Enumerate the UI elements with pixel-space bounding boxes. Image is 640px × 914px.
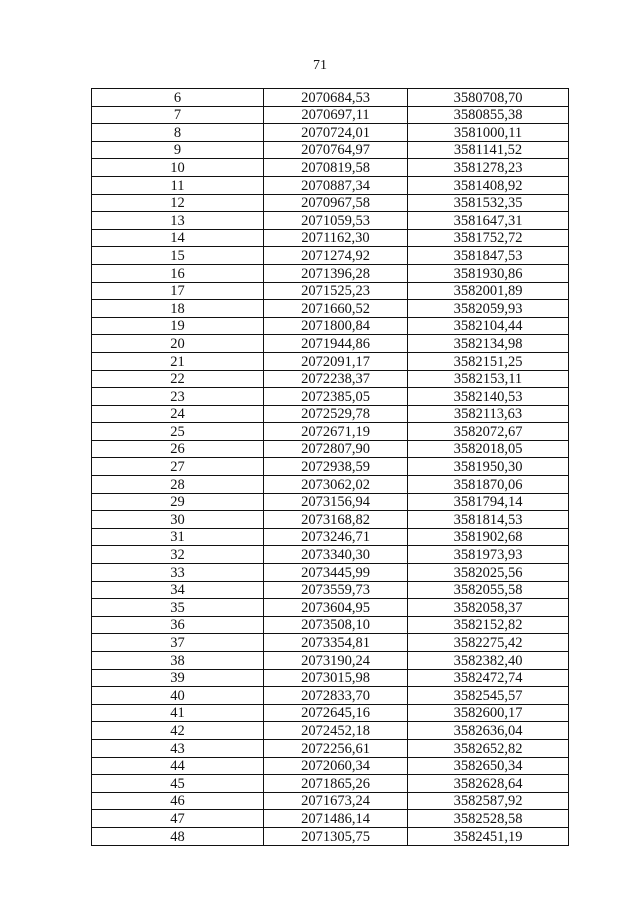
y-coordinate-cell: 3582382,40 bbox=[408, 652, 569, 670]
table-row bbox=[92, 704, 569, 722]
table-row bbox=[92, 599, 569, 617]
x-coordinate-cell: 2073604,95 bbox=[264, 599, 408, 617]
x-coordinate-cell: 2072938,59 bbox=[264, 458, 408, 476]
point-number-cell: 15 bbox=[92, 247, 264, 265]
x-coordinate-cell: 2072238,37 bbox=[264, 370, 408, 388]
point-number-cell: 39 bbox=[92, 669, 264, 687]
table-row bbox=[92, 106, 569, 124]
point-number-cell: 13 bbox=[92, 212, 264, 230]
x-coordinate-cell: 2070697,11 bbox=[264, 106, 408, 124]
point-number-cell: 46 bbox=[92, 792, 264, 810]
x-coordinate-cell: 2073156,94 bbox=[264, 493, 408, 511]
x-coordinate-cell: 2070684,53 bbox=[264, 89, 408, 107]
y-coordinate-cell: 3581000,11 bbox=[408, 124, 569, 142]
table-row bbox=[92, 792, 569, 810]
table-row bbox=[92, 141, 569, 159]
table-row bbox=[92, 775, 569, 793]
x-coordinate-cell: 2071800,84 bbox=[264, 317, 408, 335]
y-coordinate-cell: 3582652,82 bbox=[408, 739, 569, 757]
point-number-cell: 48 bbox=[92, 827, 264, 845]
x-coordinate-cell: 2071274,92 bbox=[264, 247, 408, 265]
y-coordinate-cell: 3582072,67 bbox=[408, 423, 569, 441]
table-row bbox=[92, 264, 569, 282]
point-number-cell: 47 bbox=[92, 810, 264, 828]
table-row bbox=[92, 476, 569, 494]
point-number-cell: 10 bbox=[92, 159, 264, 177]
y-coordinate-cell: 3582140,53 bbox=[408, 388, 569, 406]
x-coordinate-cell: 2071396,28 bbox=[264, 264, 408, 282]
y-coordinate-cell: 3581141,52 bbox=[408, 141, 569, 159]
table-row bbox=[92, 89, 569, 107]
x-coordinate-cell: 2073015,98 bbox=[264, 669, 408, 687]
y-coordinate-cell: 3582055,58 bbox=[408, 581, 569, 599]
point-number-cell: 33 bbox=[92, 564, 264, 582]
point-number-cell: 18 bbox=[92, 300, 264, 318]
point-number-cell: 36 bbox=[92, 616, 264, 634]
y-coordinate-cell: 3582472,74 bbox=[408, 669, 569, 687]
x-coordinate-cell: 2071305,75 bbox=[264, 827, 408, 845]
y-coordinate-cell: 3581408,92 bbox=[408, 176, 569, 194]
point-number-cell: 17 bbox=[92, 282, 264, 300]
table-row bbox=[92, 229, 569, 247]
table-row bbox=[92, 405, 569, 423]
table-row bbox=[92, 616, 569, 634]
y-coordinate-cell: 3582018,05 bbox=[408, 440, 569, 458]
table-row bbox=[92, 370, 569, 388]
point-number-cell: 35 bbox=[92, 599, 264, 617]
point-number-cell: 25 bbox=[92, 423, 264, 441]
x-coordinate-cell: 2070764,97 bbox=[264, 141, 408, 159]
table-row bbox=[92, 176, 569, 194]
point-number-cell: 14 bbox=[92, 229, 264, 247]
x-coordinate-cell: 2071673,24 bbox=[264, 792, 408, 810]
x-coordinate-cell: 2070887,34 bbox=[264, 176, 408, 194]
y-coordinate-cell: 3582153,11 bbox=[408, 370, 569, 388]
point-number-cell: 24 bbox=[92, 405, 264, 423]
y-coordinate-cell: 3582636,04 bbox=[408, 722, 569, 740]
point-number-cell: 16 bbox=[92, 264, 264, 282]
table-row bbox=[92, 212, 569, 230]
x-coordinate-cell: 2070819,58 bbox=[264, 159, 408, 177]
x-coordinate-cell: 2072645,16 bbox=[264, 704, 408, 722]
x-coordinate-cell: 2073354,81 bbox=[264, 634, 408, 652]
y-coordinate-cell: 3582151,25 bbox=[408, 352, 569, 370]
table-row bbox=[92, 634, 569, 652]
table-row bbox=[92, 564, 569, 582]
table-row bbox=[92, 810, 569, 828]
coordinates-table-body bbox=[92, 89, 569, 846]
y-coordinate-cell: 3582025,56 bbox=[408, 564, 569, 582]
y-coordinate-cell: 3582152,82 bbox=[408, 616, 569, 634]
y-coordinate-cell: 3582275,42 bbox=[408, 634, 569, 652]
table-row bbox=[92, 528, 569, 546]
page-number: 71 bbox=[313, 58, 327, 73]
y-coordinate-cell: 3581847,53 bbox=[408, 247, 569, 265]
point-number-cell: 6 bbox=[92, 89, 264, 107]
table-row bbox=[92, 722, 569, 740]
table-row bbox=[92, 669, 569, 687]
x-coordinate-cell: 2071660,52 bbox=[264, 300, 408, 318]
point-number-cell: 45 bbox=[92, 775, 264, 793]
point-number-cell: 20 bbox=[92, 335, 264, 353]
y-coordinate-cell: 3582059,93 bbox=[408, 300, 569, 318]
y-coordinate-cell: 3581870,06 bbox=[408, 476, 569, 494]
x-coordinate-cell: 2070724,01 bbox=[264, 124, 408, 142]
point-number-cell: 37 bbox=[92, 634, 264, 652]
table-row bbox=[92, 388, 569, 406]
x-coordinate-cell: 2071865,26 bbox=[264, 775, 408, 793]
x-coordinate-cell: 2073062,02 bbox=[264, 476, 408, 494]
x-coordinate-cell: 2072256,61 bbox=[264, 739, 408, 757]
y-coordinate-cell: 3582600,17 bbox=[408, 704, 569, 722]
table-row bbox=[92, 194, 569, 212]
table-row bbox=[92, 581, 569, 599]
y-coordinate-cell: 3582587,92 bbox=[408, 792, 569, 810]
y-coordinate-cell: 3582528,58 bbox=[408, 810, 569, 828]
x-coordinate-cell: 2072671,19 bbox=[264, 423, 408, 441]
point-number-cell: 32 bbox=[92, 546, 264, 564]
point-number-cell: 8 bbox=[92, 124, 264, 142]
table-row bbox=[92, 335, 569, 353]
table-row bbox=[92, 247, 569, 265]
y-coordinate-cell: 3581973,93 bbox=[408, 546, 569, 564]
table-row bbox=[92, 352, 569, 370]
x-coordinate-cell: 2072385,05 bbox=[264, 388, 408, 406]
point-number-cell: 41 bbox=[92, 704, 264, 722]
y-coordinate-cell: 3581930,86 bbox=[408, 264, 569, 282]
table-row bbox=[92, 511, 569, 529]
point-number-cell: 9 bbox=[92, 141, 264, 159]
point-number-cell: 19 bbox=[92, 317, 264, 335]
table-row bbox=[92, 458, 569, 476]
y-coordinate-cell: 3581278,23 bbox=[408, 159, 569, 177]
y-coordinate-cell: 3581647,31 bbox=[408, 212, 569, 230]
table-row bbox=[92, 757, 569, 775]
point-number-cell: 23 bbox=[92, 388, 264, 406]
x-coordinate-cell: 2073246,71 bbox=[264, 528, 408, 546]
point-number-cell: 27 bbox=[92, 458, 264, 476]
x-coordinate-cell: 2073508,10 bbox=[264, 616, 408, 634]
y-coordinate-cell: 3582001,89 bbox=[408, 282, 569, 300]
y-coordinate-cell: 3582058,37 bbox=[408, 599, 569, 617]
y-coordinate-cell: 3581902,68 bbox=[408, 528, 569, 546]
y-coordinate-cell: 3582134,98 bbox=[408, 335, 569, 353]
table-row bbox=[92, 124, 569, 142]
table-row bbox=[92, 827, 569, 845]
x-coordinate-cell: 2071486,14 bbox=[264, 810, 408, 828]
table-row bbox=[92, 440, 569, 458]
x-coordinate-cell: 2073168,82 bbox=[264, 511, 408, 529]
x-coordinate-cell: 2072833,70 bbox=[264, 687, 408, 705]
table-row bbox=[92, 739, 569, 757]
x-coordinate-cell: 2071059,53 bbox=[264, 212, 408, 230]
y-coordinate-cell: 3580708,70 bbox=[408, 89, 569, 107]
point-number-cell: 40 bbox=[92, 687, 264, 705]
table-row bbox=[92, 493, 569, 511]
y-coordinate-cell: 3581752,72 bbox=[408, 229, 569, 247]
x-coordinate-cell: 2073190,24 bbox=[264, 652, 408, 670]
x-coordinate-cell: 2070967,58 bbox=[264, 194, 408, 212]
x-coordinate-cell: 2072452,18 bbox=[264, 722, 408, 740]
x-coordinate-cell: 2072091,17 bbox=[264, 352, 408, 370]
point-number-cell: 12 bbox=[92, 194, 264, 212]
point-number-cell: 34 bbox=[92, 581, 264, 599]
y-coordinate-cell: 3582650,34 bbox=[408, 757, 569, 775]
coordinates-table bbox=[91, 88, 569, 846]
point-number-cell: 26 bbox=[92, 440, 264, 458]
x-coordinate-cell: 2073340,30 bbox=[264, 546, 408, 564]
point-number-cell: 7 bbox=[92, 106, 264, 124]
y-coordinate-cell: 3582545,57 bbox=[408, 687, 569, 705]
y-coordinate-cell: 3580855,38 bbox=[408, 106, 569, 124]
point-number-cell: 22 bbox=[92, 370, 264, 388]
point-number-cell: 30 bbox=[92, 511, 264, 529]
y-coordinate-cell: 3581814,53 bbox=[408, 511, 569, 529]
y-coordinate-cell: 3582113,63 bbox=[408, 405, 569, 423]
point-number-cell: 21 bbox=[92, 352, 264, 370]
point-number-cell: 11 bbox=[92, 176, 264, 194]
point-number-cell: 38 bbox=[92, 652, 264, 670]
point-number-cell: 28 bbox=[92, 476, 264, 494]
x-coordinate-cell: 2071525,23 bbox=[264, 282, 408, 300]
x-coordinate-cell: 2072060,34 bbox=[264, 757, 408, 775]
table-row bbox=[92, 282, 569, 300]
y-coordinate-cell: 3581794,14 bbox=[408, 493, 569, 511]
x-coordinate-cell: 2072807,90 bbox=[264, 440, 408, 458]
y-coordinate-cell: 3581532,35 bbox=[408, 194, 569, 212]
point-number-cell: 43 bbox=[92, 739, 264, 757]
table-row bbox=[92, 423, 569, 441]
table-row bbox=[92, 652, 569, 670]
x-coordinate-cell: 2073559,73 bbox=[264, 581, 408, 599]
y-coordinate-cell: 3582451,19 bbox=[408, 827, 569, 845]
x-coordinate-cell: 2071944,86 bbox=[264, 335, 408, 353]
x-coordinate-cell: 2073445,99 bbox=[264, 564, 408, 582]
table-row bbox=[92, 300, 569, 318]
point-number-cell: 44 bbox=[92, 757, 264, 775]
point-number-cell: 29 bbox=[92, 493, 264, 511]
y-coordinate-cell: 3582628,64 bbox=[408, 775, 569, 793]
point-number-cell: 31 bbox=[92, 528, 264, 546]
point-number-cell: 42 bbox=[92, 722, 264, 740]
x-coordinate-cell: 2072529,78 bbox=[264, 405, 408, 423]
table-row bbox=[92, 159, 569, 177]
y-coordinate-cell: 3581950,30 bbox=[408, 458, 569, 476]
y-coordinate-cell: 3582104,44 bbox=[408, 317, 569, 335]
x-coordinate-cell: 2071162,30 bbox=[264, 229, 408, 247]
table-row bbox=[92, 687, 569, 705]
table-row bbox=[92, 317, 569, 335]
table-row bbox=[92, 546, 569, 564]
